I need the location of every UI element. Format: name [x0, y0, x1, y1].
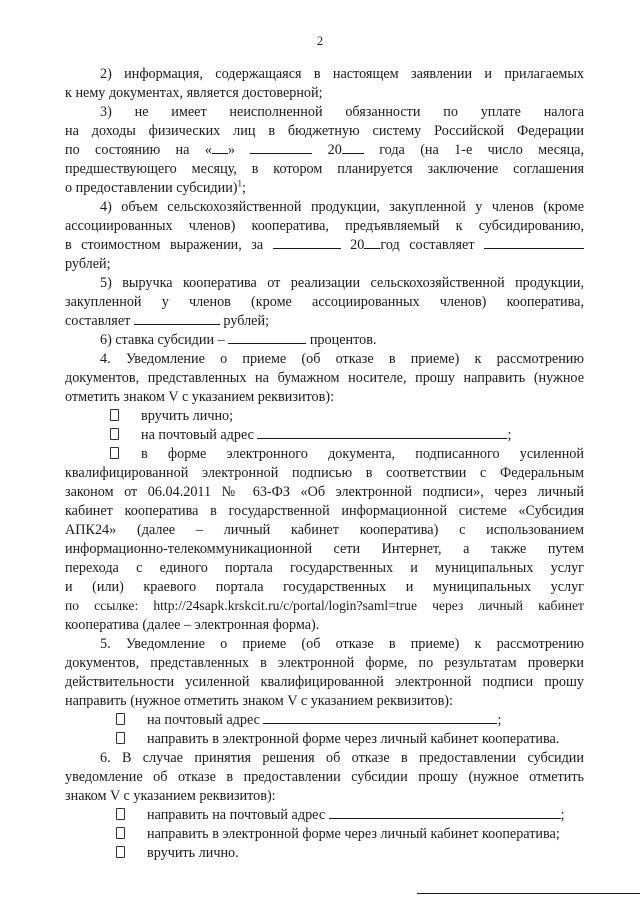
month-field[interactable]	[250, 141, 312, 154]
item-4-line-4: рублей;	[65, 256, 111, 272]
item-4-line-3	[65, 236, 584, 254]
option-s6-postal-address[interactable]	[116, 806, 565, 824]
option-label: вручить лично;	[141, 408, 234, 424]
option-label: вручить лично.	[147, 845, 239, 861]
option-label: направить на почтовый адрес	[147, 807, 326, 823]
option-s5-electronic[interactable]	[116, 730, 559, 748]
rate-prefix: 6) ставка субсидии –	[100, 332, 225, 348]
item-3-text: о предоставлении субсидии)	[65, 180, 238, 196]
item-3-line-2: на доходы физических лиц в бюджетную систему Российской Федерации	[65, 123, 584, 139]
volume-year-prefix: 20	[350, 237, 365, 253]
date-quote-close: »	[227, 142, 235, 158]
revenue-amount-field[interactable]	[134, 312, 220, 325]
s6-postal-address-field[interactable]	[329, 806, 561, 819]
revenue-prefix: составляет	[65, 313, 131, 329]
item-6-line	[100, 331, 376, 349]
option-label: на почтовый адрес	[147, 712, 260, 728]
item-5-line-1: 5) выручка кооператива от реализации сельскохозяйственной продукции,	[100, 275, 584, 291]
option-electronic-line-7: перехода с единого портала государственных и муниципальных услуг	[65, 560, 584, 576]
checkbox-deliver-in-person[interactable]	[110, 409, 119, 421]
option-electronic-line-3: законом от 06.04.2011 № 63-ФЗ «Об электронной подписи», через личный	[65, 484, 584, 500]
item-3-line-5	[65, 179, 246, 197]
option-end: ;	[497, 712, 502, 728]
volume-suffix: год составляет	[380, 237, 475, 253]
year-field[interactable]	[342, 141, 364, 154]
section-5-line-4: направить (нужное отметить знаком V с указанием реквизитов):	[65, 693, 453, 709]
section-4-line-1: 4. Уведомление о приеме (об отказе в приеме) к рассмотрению	[100, 351, 584, 367]
option-label: в форме электронного документа, подписанного усиленной	[141, 446, 584, 462]
checkbox-postal-address[interactable]	[110, 428, 119, 440]
item-3-line-4: предшествующего месяцу, в котором планируется заключение соглашения	[65, 161, 584, 177]
item-4-line-1: 4) объем сельскохозяйственной продукции, закупленной у членов (кроме	[100, 199, 584, 215]
option-s6-electronic[interactable]	[116, 825, 560, 843]
checkbox-s6-electronic[interactable]	[116, 827, 125, 839]
item-5-line-3	[65, 312, 269, 330]
section-5-line-2: документов, представленных в электронной форме, по результатам проверки	[65, 655, 584, 671]
item-3-end: ;	[242, 180, 246, 196]
year-prefix: 20	[327, 142, 342, 158]
option-deliver-in-person[interactable]	[110, 407, 233, 425]
footnote-separator	[417, 893, 640, 894]
date-suffix: года (на 1-е число месяца,	[379, 142, 585, 158]
section-4-line-3: отметить знаком V с указанием реквизитов):	[65, 389, 335, 405]
option-label: на почтовый адрес	[141, 427, 254, 443]
item-4-line-2: ассоциированных членов) кооператива, предъявляемый к субсидированию,	[65, 218, 584, 234]
checkbox-s5-electronic[interactable]	[116, 732, 125, 744]
section-5-line-3: действительности усиленной квалифицированной электронной подписи прошу	[65, 674, 584, 690]
portal-link-line: по ссылке: http://24sapk.krskcit.ru/c/portal/login?saml=true через личный кабинет	[65, 598, 584, 613]
volume-prefix: в стоимостном выражении, за	[65, 237, 264, 253]
volume-period-field[interactable]	[273, 236, 341, 249]
option-electronic-line-4: кабинет кооператива в государственной информационной системе «Субсидия	[65, 503, 584, 519]
option-electronic-line-8: и (или) краевого портала государственных и муниципальных услуг	[65, 579, 584, 595]
option-electronic-line-5: АПК24» (далее – личный кабинет кооператива) с использованием	[65, 522, 584, 538]
item-5-line-2: закупленной у членов (кроме ассоциированных членов) кооператива,	[65, 294, 584, 310]
item-2-line-1: 2) информация, содержащаяся в настоящем заявлении и прилагаемых	[100, 66, 584, 82]
day-field[interactable]	[212, 141, 228, 154]
page-number: 2	[316, 34, 324, 48]
option-electronic-line-10: кооператива (далее – электронная форма).	[65, 617, 320, 633]
checkbox-s6-postal-address[interactable]	[116, 808, 125, 820]
s5-postal-address-field[interactable]	[263, 711, 497, 724]
item-3-line-1: 3) не имеет неисполненной обязанности по уплате налога	[100, 104, 584, 120]
option-end: ;	[560, 807, 565, 823]
revenue-suffix: рублей;	[223, 313, 270, 329]
option-electronic-line-1	[110, 445, 584, 463]
date-prefix: по состоянию на «	[65, 142, 212, 158]
checkbox-electronic[interactable]	[110, 447, 119, 459]
item-2-line-2: к нему документах, является достоверной;	[65, 85, 323, 101]
postal-address-field[interactable]	[257, 426, 507, 439]
option-electronic-line-2: квалифицированной электронной подписью в соответствии с Федеральным	[65, 465, 584, 481]
volume-amount-field[interactable]	[484, 236, 584, 249]
option-electronic-line-6: информационно-телекоммуникационной сети Интернет, а также путем	[65, 541, 584, 557]
checkbox-s5-postal-address[interactable]	[116, 713, 125, 725]
section-4-line-2: документов, представленных на бумажном носителе, прошу направить (нужное	[65, 370, 584, 386]
rate-suffix: процентов.	[309, 332, 377, 348]
section-6-line-2: уведомление об отказе в предоставлении субсидии прошу (нужное отметить	[65, 769, 584, 785]
option-label: направить в электронной форме через личный кабинет кооператива;	[147, 826, 560, 842]
item-3-date-line	[65, 141, 584, 159]
section-5-line-1: 5. Уведомление о приеме (об отказе в приеме) к рассмотрению	[100, 636, 584, 652]
option-s5-postal-address[interactable]	[116, 711, 501, 729]
section-6-line-3: знаком V с указанием реквизитов):	[65, 788, 276, 804]
option-label: направить в электронной форме через личный кабинет кооператива.	[147, 731, 560, 747]
option-end: ;	[507, 427, 512, 443]
subsidy-rate-field[interactable]	[228, 331, 306, 344]
section-6-line-1: 6. В случае принятия решения об отказе в предоставлении субсидии	[100, 750, 584, 766]
checkbox-s6-in-person[interactable]	[116, 846, 125, 858]
option-s6-in-person[interactable]	[116, 844, 239, 862]
option-postal-address[interactable]	[110, 426, 511, 444]
volume-year-field[interactable]	[364, 236, 380, 249]
footnote-mark: 1	[237, 178, 243, 189]
